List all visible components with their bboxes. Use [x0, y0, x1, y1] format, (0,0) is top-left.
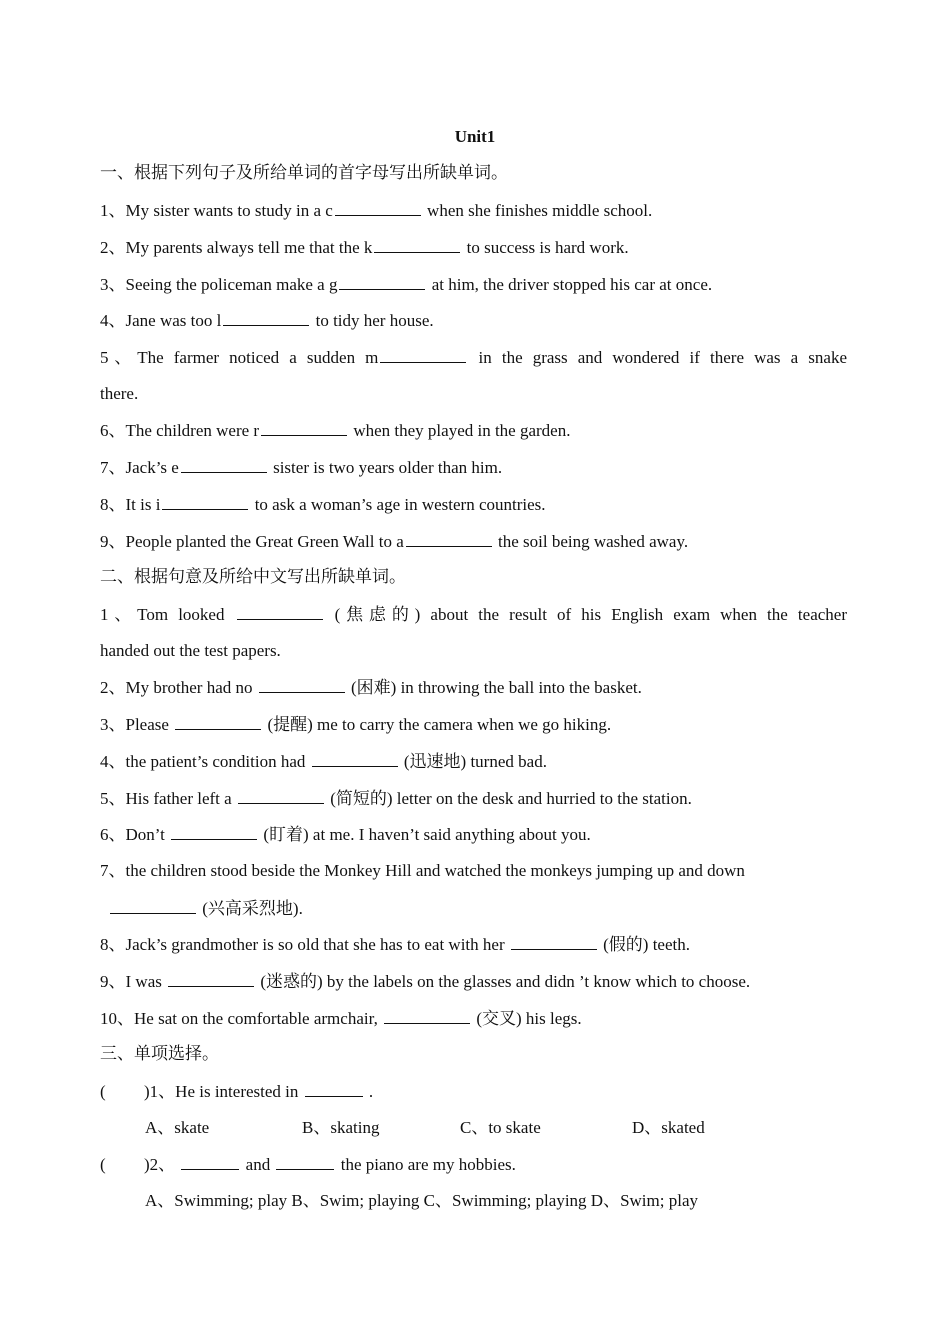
question-2-6: 6、Don’t (盯着) at me. I haven’t said anything about you. — [100, 822, 847, 846]
question-1-5-cont: there. — [100, 384, 139, 403]
question-2-1: 1、Tom looked (焦虑的) about the result of his English exam when the teacher — [100, 602, 847, 626]
answer-blank[interactable] — [406, 529, 492, 547]
question-3-2: ( )2、 and the piano are my hobbies. — [100, 1152, 847, 1176]
answer-blank[interactable] — [384, 1006, 470, 1024]
section-2-heading: 二、根据句意及所给中文写出所缺单词。 — [100, 567, 406, 586]
question-2-2: 2、My brother had no (困难) in throwing the ball into the basket. — [100, 675, 847, 699]
question-2-10: 10、He sat on the comfortable armchair, (交叉) his legs. — [100, 1006, 847, 1030]
answer-blank[interactable] — [238, 786, 324, 804]
answer-blank[interactable] — [181, 1152, 239, 1170]
section-1-heading: 一、根据下列句子及所给单词的首字母写出所缺单词。 — [100, 163, 508, 182]
question-2-7: 7、the children stood beside the Monkey Hill and watched the monkeys jumping up and down — [100, 861, 745, 880]
option-b[interactable]: B、skating — [302, 1118, 380, 1137]
question-3-2-options[interactable]: A、Swimming; play B、Swim; playing C、Swimming; playing D、Swim; play — [145, 1191, 698, 1210]
answer-blank[interactable] — [175, 712, 261, 730]
question-2-9: 9、I was (迷惑的) by the labels on the glasses and didn ’t know which to choose. — [100, 969, 847, 993]
question-1-2: 2、My parents always tell me that the k to success is hard work. — [100, 235, 847, 259]
answer-blank[interactable] — [261, 418, 347, 436]
answer-blank[interactable] — [237, 602, 323, 620]
answer-paren[interactable]: ( — [100, 1082, 106, 1101]
question-1-8: 8、It is i to ask a woman’s age in western countries. — [100, 492, 847, 516]
question-1-5: 5、The farmer noticed a sudden m in the grass and wondered if there was a snake — [100, 345, 847, 369]
question-1-1: 1、My sister wants to study in a c when she finishes middle school. — [100, 198, 847, 222]
question-2-3: 3、Please (提醒) me to carry the camera when we go hiking. — [100, 712, 847, 736]
answer-blank[interactable] — [259, 675, 345, 693]
answer-blank[interactable] — [171, 822, 257, 840]
question-1-7: 7、Jack’s e sister is two years older than him. — [100, 455, 847, 479]
question-1-6: 6、The children were r when they played in the garden. — [100, 418, 847, 442]
option-c[interactable]: C、to skate — [460, 1118, 541, 1137]
question-2-1-cont: handed out the test papers. — [100, 641, 281, 660]
answer-blank[interactable] — [110, 896, 196, 914]
answer-blank[interactable] — [168, 969, 254, 987]
question-2-8: 8、Jack’s grandmother is so old that she has to eat with her (假的) teeth. — [100, 932, 847, 956]
answer-blank[interactable] — [305, 1079, 363, 1097]
section-3-heading: 三、单项选择。 — [100, 1044, 219, 1063]
question-1-9: 9、People planted the Great Green Wall to a the soil being washed away. — [100, 529, 847, 553]
answer-blank[interactable] — [181, 455, 267, 473]
answer-blank[interactable] — [312, 749, 398, 767]
answer-blank[interactable] — [162, 492, 248, 510]
answer-blank[interactable] — [339, 272, 425, 290]
question-2-5: 5、His father left a (简短的) letter on the desk and hurried to the station. — [100, 786, 847, 810]
option-d[interactable]: D、skated — [632, 1118, 705, 1137]
question-1-3: 3、Seeing the policeman make a g at him, the driver stopped his car at once. — [100, 272, 847, 296]
answer-blank[interactable] — [511, 932, 597, 950]
question-2-4: 4、the patient’s condition had (迅速地) turned bad. — [100, 749, 847, 773]
question-3-1: ( )1、He is interested in . — [100, 1079, 847, 1103]
answer-paren[interactable]: ( — [100, 1155, 106, 1174]
answer-blank[interactable] — [335, 198, 421, 216]
question-2-7-cont: (兴高采烈地). — [108, 896, 855, 920]
answer-blank[interactable] — [223, 308, 309, 326]
answer-blank[interactable] — [374, 235, 460, 253]
question-3-1-options — [145, 1116, 892, 1140]
answer-blank[interactable] — [276, 1152, 334, 1170]
answer-blank[interactable] — [380, 345, 466, 363]
question-1-4: 4、Jane was too l to tidy her house. — [100, 308, 847, 332]
option-a[interactable]: A、skate — [145, 1118, 210, 1137]
page-title: Unit1 — [454, 127, 496, 146]
